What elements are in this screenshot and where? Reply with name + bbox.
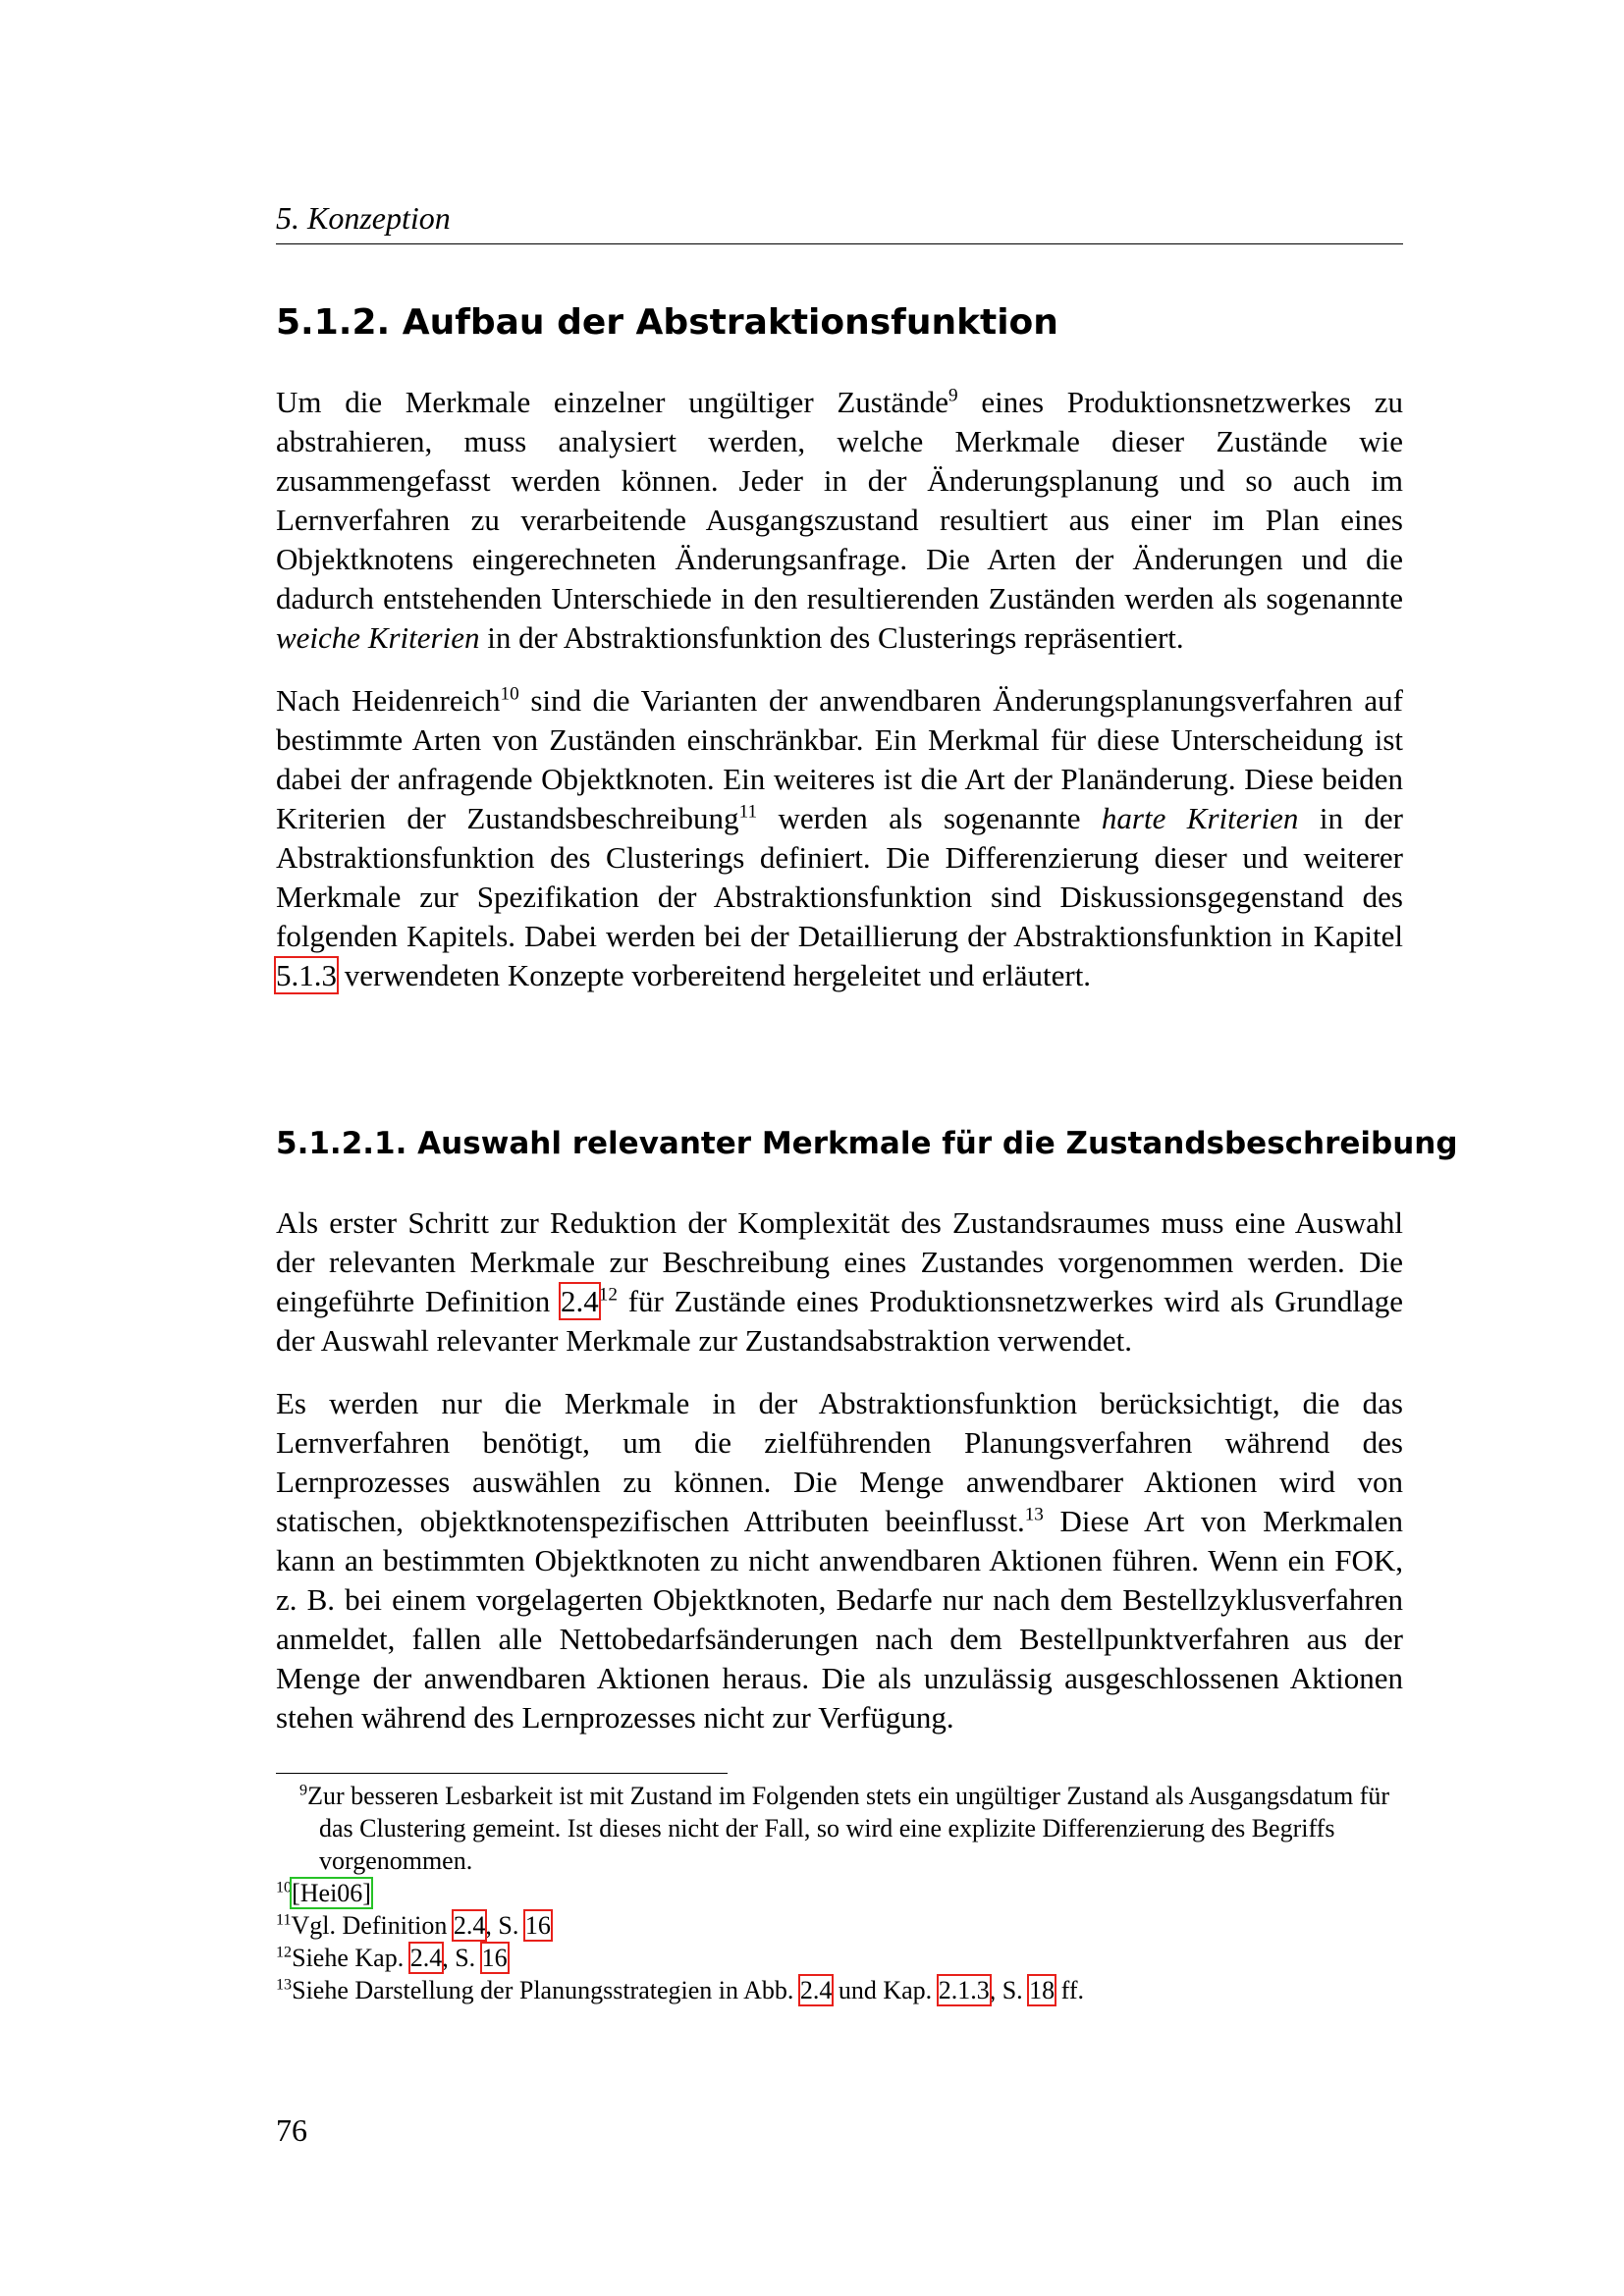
- chapter-link-5-1-3[interactable]: 5.1.3: [276, 958, 337, 992]
- citation-link-hei06[interactable]: [Hei06]: [292, 1879, 371, 1907]
- footnote-11: $^{11}$Vgl. Definition 2.4, S. 16: [276, 1911, 551, 1940]
- section-heading: 5.1.2. Aufbau der Abstraktionsfunktion: [276, 302, 1058, 343]
- section-body: [276, 383, 1403, 995]
- footnote-mark-13[interactable]: 13: [1024, 1504, 1044, 1525]
- paragraph-3: Als erster Schritt zur Reduktion der Komplexität des Zustandsraumes muss eine Auswahl der relevanten Merkmale zur Beschreibung eines Zustandes vorgenommen werden. Die eingeführte Definition $2.4^{12}$ für Zustände eines Produktionsnetzwerkes wird als Grundlage der Auswahl relevanter Merkmale zur Zustandsabstraktion verwendet.: [276, 1205, 1403, 1358]
- footnote-mark-9[interactable]: 9: [948, 385, 958, 406]
- footnotes: [276, 1780, 1403, 2006]
- footnote-mark-11[interactable]: 11: [738, 801, 758, 823]
- figure-link-2-4[interactable]: 2.4: [799, 1976, 833, 2004]
- footnote-13: $^{13}$Siehe Darstellung der Planungsstrategien in Abb. 2.4 und Kap. 2.1.3, S. 18 ff.: [276, 1976, 1085, 2004]
- footnote-mark-12[interactable]: 12: [598, 1284, 618, 1306]
- definition-link-2-4[interactable]: 2.4: [453, 1911, 486, 1940]
- running-title: 5. Konzeption: [276, 200, 451, 236]
- footnote-mark-10[interactable]: 10: [500, 683, 519, 705]
- page-link-18[interactable]: 18: [1029, 1976, 1056, 2004]
- footnote-12: $^{12}$Siehe Kap. 2.4, S. 16: [276, 1944, 508, 1972]
- footnote-9: $^9$Zur besseren Lesbarkeit ist mit Zustand im Folgenden stets ein ungültiger Zustand als Ausgangsdatum für das Clustering gemeint. Ist dieses nicht der Fall, so wird eine explizite Differenzierung des Begriffs vorgenommen.: [299, 1782, 1389, 1875]
- page-link-16[interactable]: 16: [524, 1911, 551, 1940]
- paragraph-1: Um die Merkmale einzelner ungültiger Zustände$^9$ eines Produktionsnetzwerkes zu abstrahieren, muss analysiert werden, welche Merkmale dieser Zustände wie zusammengefasst werden können. Jeder in der Änderungsplanung und so auch im Lernverfahren zu verarbeitende Ausgangszustand resultiert aus einer im Plan eines Objektknotens eingerechneten Änderungsanfrage. Die Arten der Änderungen und die dadurch entstehenden Unterschiede in den resultierenden Zuständen werden als sogenannte weiche Kriterien in der Abstraktionsfunktion des Clusterings repräsentiert.: [276, 385, 1403, 655]
- page-link-16[interactable]: 16: [481, 1944, 508, 1972]
- page-number: 76: [276, 2112, 307, 2148]
- subsection-heading: 5.1.2.1. Auswahl relevanter Merkmale für die Zustandsbeschreibung: [276, 1126, 1458, 1161]
- paragraph-2: Nach Heidenreich$^{10}$ sind die Varianten der anwendbaren Änderungsplanungsverfahren auf bestimmte Arten von Zuständen einschränkbar. Ein Merkmal für diese Unterscheidung ist dabei der anfragende Objektknoten. Ein weiteres ist die Art der Planänderung. Diese beiden Kriterien der Zustandsbeschreibung$^{11}$ werden als sogenannte harte Kriterien in der Abstraktionsfunktion des Clusterings definiert. Die Differenzierung dieser und weiterer Merkmale zur Spezifikation der Abstraktionsfunktion sind Diskussionsgegenstand des folgenden Kapitels. Dabei werden bei der Detaillierung der Abstraktionsfunktion in Kapitel 5.1.3 verwendeten Konzepte vorbereitend hergeleitet und erläutert.: [276, 683, 1403, 992]
- footnote-10: $^{10}$[Hei06]: [276, 1879, 371, 1907]
- subsection-body: [276, 1203, 1403, 1737]
- chapter-link-2-1-3[interactable]: 2.1.3: [938, 1976, 990, 2004]
- chapter-link-2-4[interactable]: 2.4: [409, 1944, 443, 1972]
- paragraph-4: Es werden nur die Merkmale in der Abstraktionsfunktion berücksichtigt, die das Lernverfahren benötigt, um die zielführenden Planungsverfahren während des Lernprozesses auswählen zu können. Die Menge anwendbarer Aktionen wird von statischen, objektknotenspezifischen Attributen beeinflusst.$^{13}$ Diese Art von Merkmalen kann an bestimmten Objektknoten zu nicht anwendbaren Aktionen führen. Wenn ein FOK, z. B. bei einem vorgelagerten Objektknoten, Bedarfe nur nach dem Bestellzyklusverfahren anmeldet, fallen alle Nettobedarfsänderungen nach dem Bestellpunktverfahren aus der Menge der anwendbaren Aktionen heraus. Die als unzulässig ausgeschlossenen Aktionen stehen während des Lernprozesses nicht zur Verfügung.: [276, 1386, 1403, 1735]
- definition-link-2-4[interactable]: 2.4: [561, 1284, 599, 1318]
- footnote-rule: [276, 1773, 728, 1774]
- running-header: [276, 198, 1403, 244]
